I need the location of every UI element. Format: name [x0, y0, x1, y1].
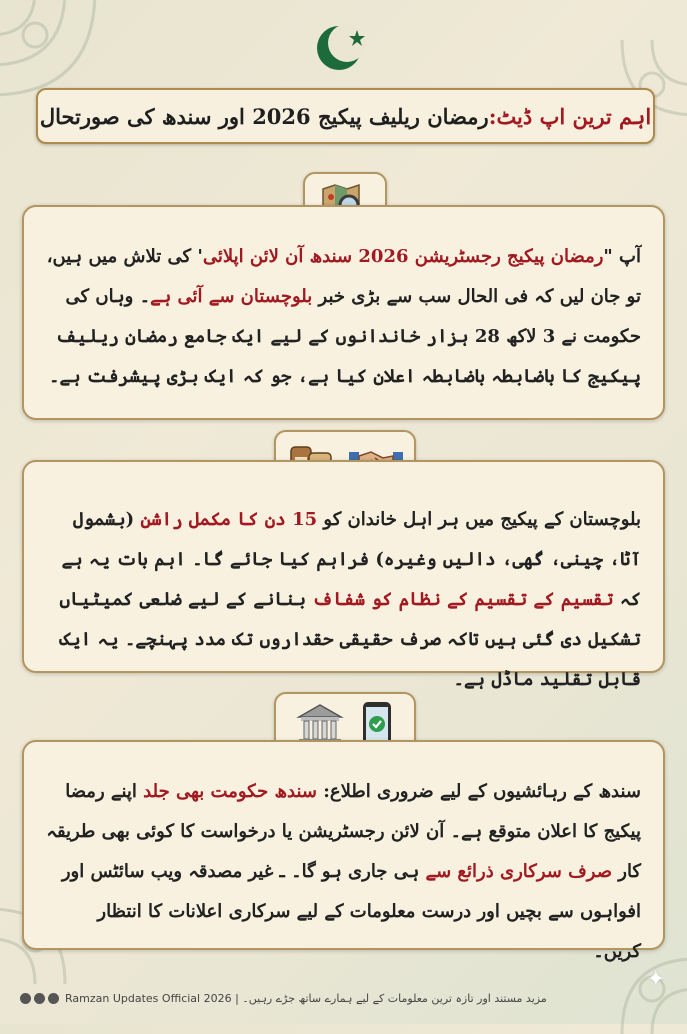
sparkle-icon: ✦: [646, 967, 665, 992]
instagram-icon[interactable]: [34, 993, 45, 1004]
card1-text-1: آپ ": [603, 246, 641, 267]
info-card-2: [22, 460, 665, 690]
footer: [20, 988, 667, 1008]
card1-text-3: ۔ وہاں کی حکومت نے 3 لاکھ 28 ہزار خاندانوں کے لیے ایک جامع رمضان ریلیف پیکیج کا باضابطہ باضابطہ اعلان کیا ہے، جو کہ ایک بڑی پیشرفت ہے۔: [49, 286, 641, 387]
card3-text-3: ہی جاری ہو گا۔ ـ غیر مصدقہ ویب سائٹس اور افواہوں سے بچیں اور درست معلومات کے لیے سرکاری اعلانات کا انتظار کریں۔: [61, 861, 641, 962]
card2-text-3: بنانے کے لیے ضلعی کمیٹیاں تشکیل دی گئی ہیں تاکہ صرف حقیقی حقداروں تک مدد پہنچے۔ یہ ایک قابل تقلید ماڈل ہے۔: [59, 589, 641, 690]
card3-text-2: اپنے رمضا پیکیج کا اعلان متوقع ہے۔ آن لائن رجسٹریشن یا درخواست کا کوئی بھی طریقہ کار: [46, 781, 641, 882]
info-card-3: [22, 740, 665, 962]
card3-text-1: سندھ کے رہائشیوں کے لیے ضروری اطلاع:: [317, 781, 641, 802]
card3-highlight-1: سندھ حکومت بھی جلد: [143, 781, 318, 802]
title-rest: رمضان ریلیف پیکیج 2026 اور سندھ کی صورتحال: [39, 103, 489, 129]
card3-highlight-2: صرف سرکاری ذرائع سے: [425, 861, 612, 882]
title-highlight: اہم ترین اپ ڈیٹ:: [488, 103, 652, 129]
info-card-1: [22, 205, 665, 420]
card2-text-2: (بشمول آٹا، چینی، گھی، دالیں وغیرہ) فراہم کیا جائے گا۔ اہم بات یہ ہے کہ: [61, 509, 641, 610]
card1-highlight-1: رمضان پیکیج رجسٹریشن 2026 سندھ آن لائن اپلائی: [202, 246, 604, 267]
social-icons: [20, 993, 59, 1004]
page-title: [36, 88, 655, 144]
youtube-icon[interactable]: [48, 993, 59, 1004]
footer-text: مزید مستند اور تازہ ترین معلومات کے لیے ہمارے ساتھ جڑے رہیں۔ | 2026 Ramzan Updates Official: [65, 991, 547, 1005]
card2-highlight-2: تقسیم کے تقسیم کے نظام کو شفاف: [312, 589, 614, 610]
card1-text-2: ' کی تلاش میں ہیں، تو جان لیں کہ فی الحال سب سے بڑی خبر: [46, 246, 641, 307]
card2-highlight-1: 15 دن کا مکمل راشن: [140, 509, 318, 530]
card2-text-1: بلوچستان کے پیکیج میں ہر اہل خاندان کو: [317, 509, 641, 530]
card1-highlight-2: بلوچستان سے آئی ہے: [150, 286, 313, 307]
facebook-icon[interactable]: [20, 993, 31, 1004]
crescent-moon-icon: [313, 18, 373, 78]
